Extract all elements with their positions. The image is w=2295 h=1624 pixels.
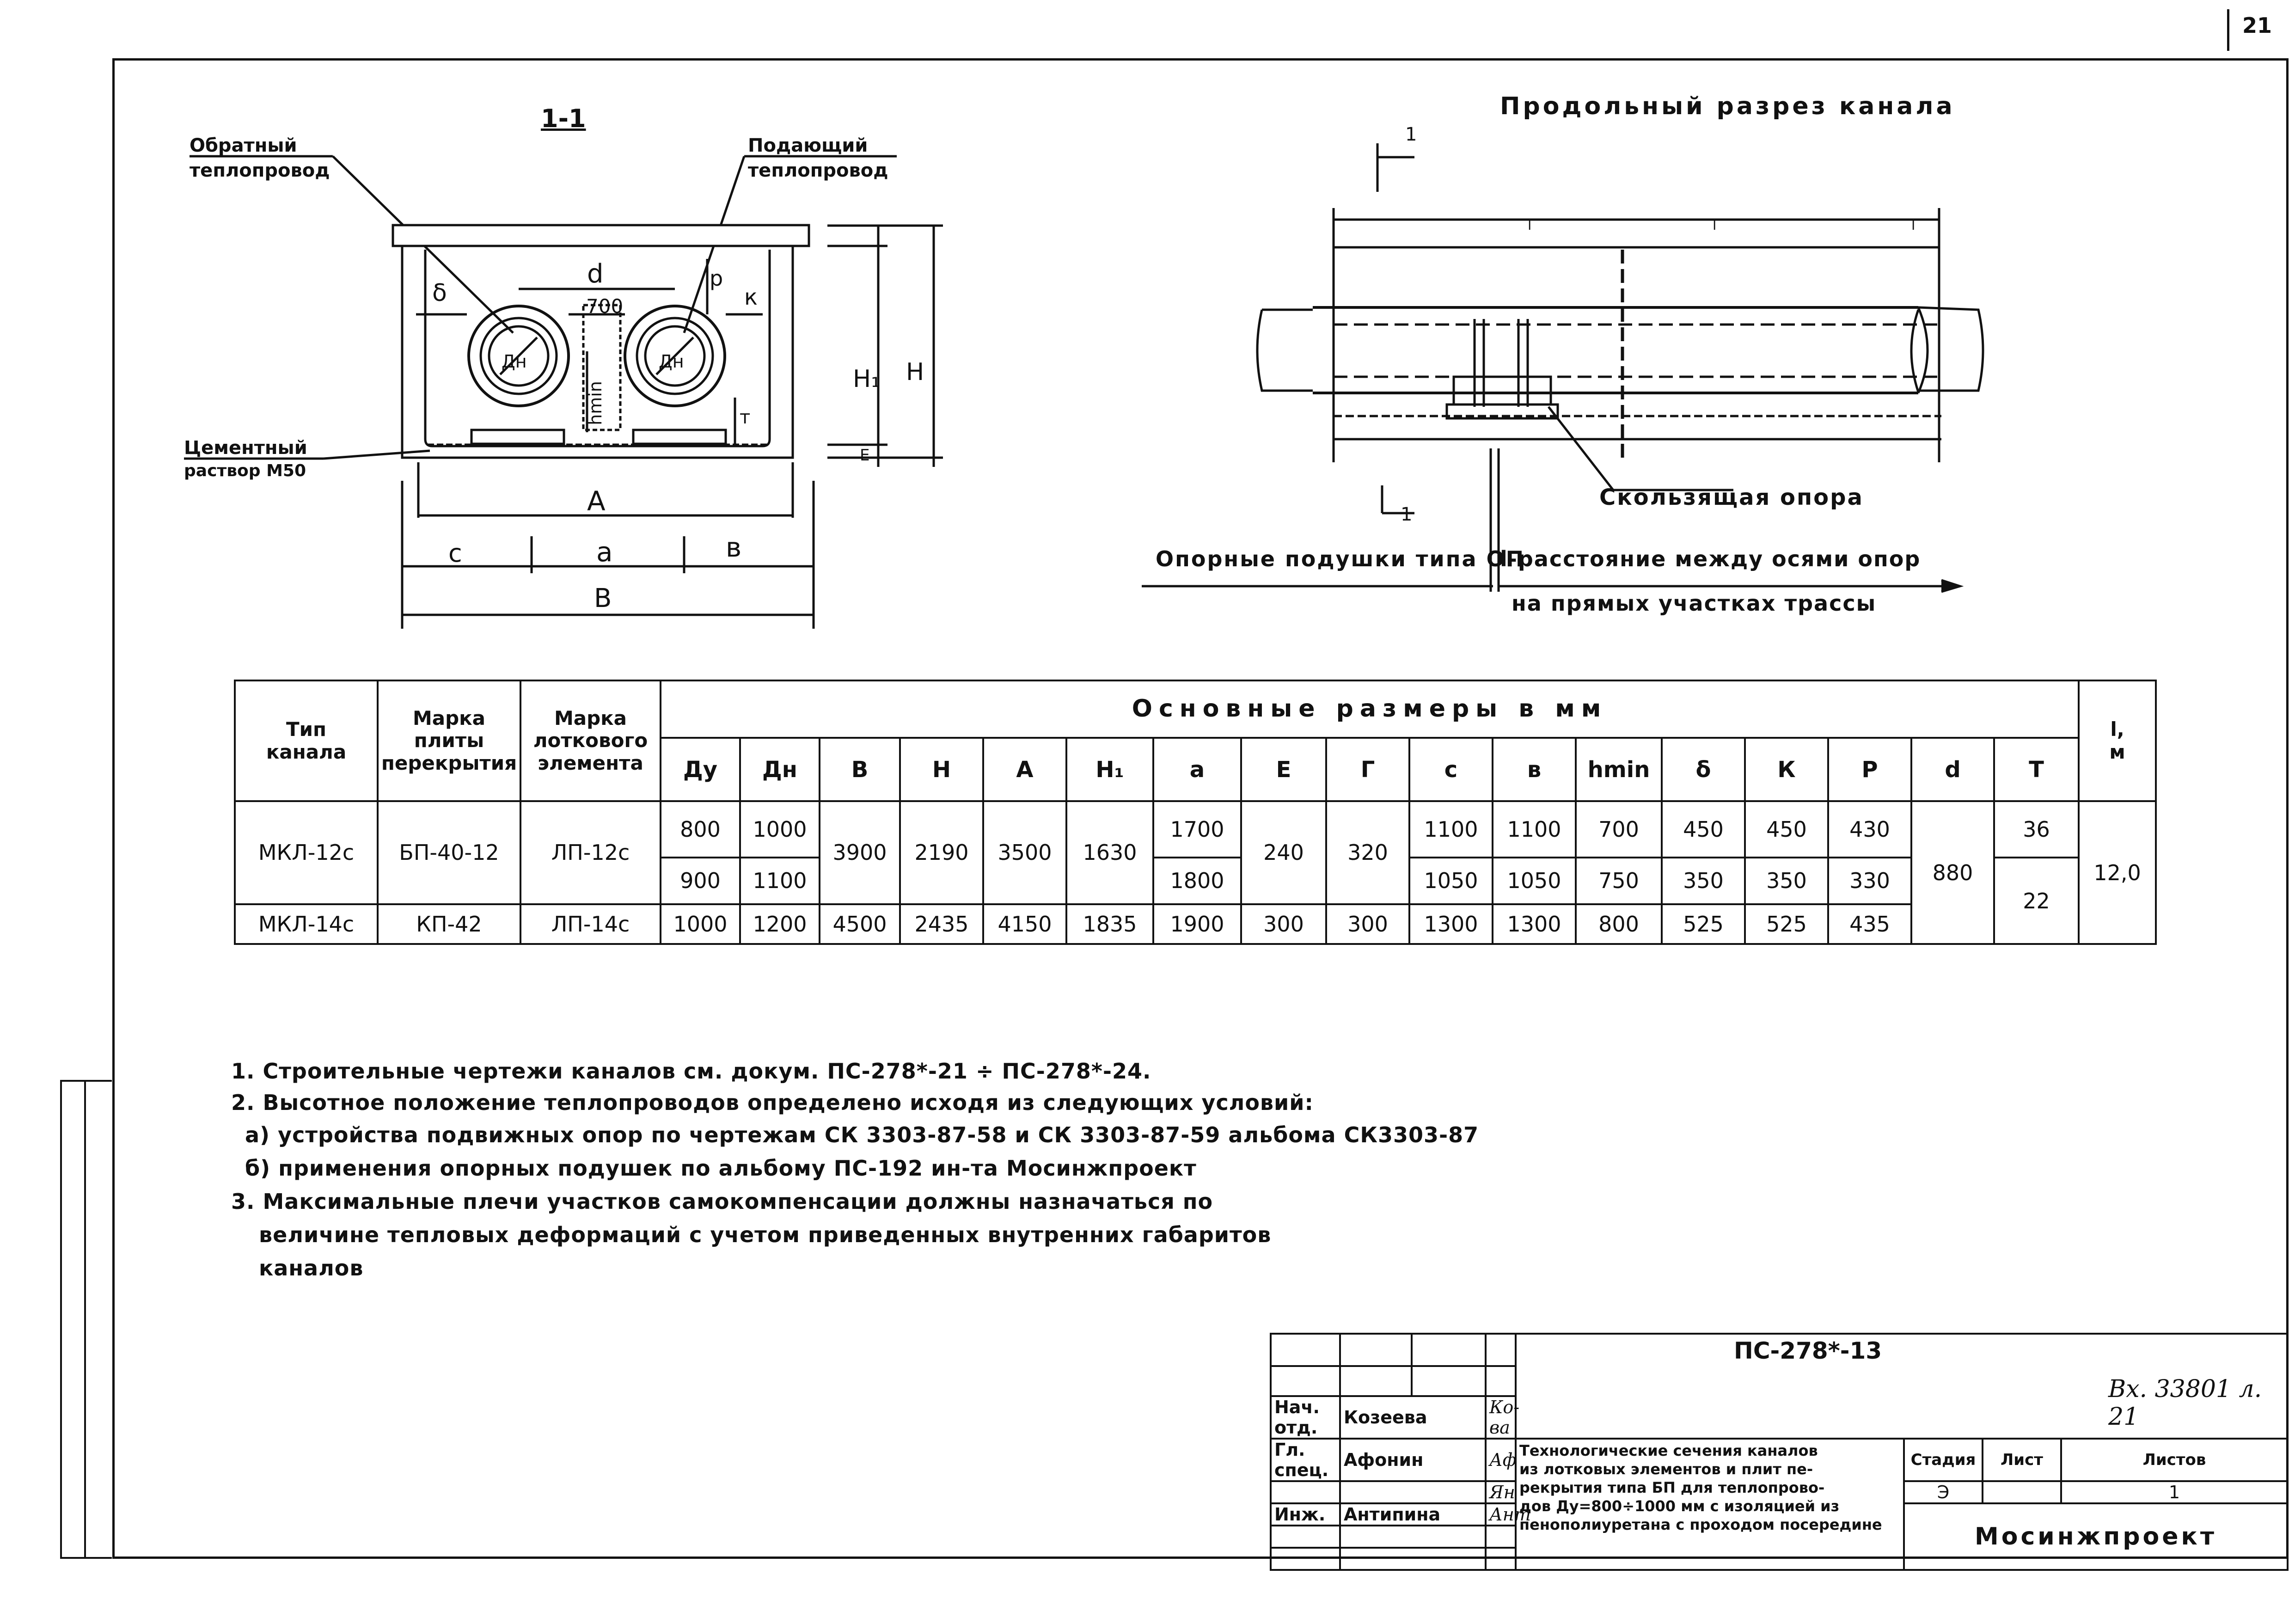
cell-dn: 1200	[740, 904, 820, 944]
label-return-1: Обратный	[190, 135, 297, 156]
note-3: 3. Максимальные плечи участков самокомпенсации должны назначаться по	[231, 1189, 1213, 1214]
label-slide-support: Скользящая опора	[1599, 484, 1864, 510]
cell-type: МКЛ-14с	[235, 904, 378, 944]
stamp-cell	[1271, 1366, 1340, 1396]
cell-plate: БП-40-12	[378, 801, 520, 904]
long-section-title: Продольный разрез канала	[1500, 92, 1955, 120]
stamp-name: Афонин	[1340, 1439, 1486, 1481]
cell-a: 1800	[1153, 858, 1241, 904]
dim-a: а	[596, 536, 613, 568]
note-3-cont: величине тепловых деформаций с учетом приведенных внутренних габаритов	[259, 1222, 1272, 1247]
cell-p: 330	[1828, 858, 1911, 904]
subheader-h: Н	[900, 738, 983, 801]
cross-section-drawing	[0, 0, 971, 647]
stamp-org: Мосинжпроект	[1904, 1503, 2288, 1570]
stamp-role	[1271, 1481, 1340, 1503]
header-l: l, м	[2079, 680, 2156, 801]
stamp-description: Технологические сечения каналов из лотковых элементов и плит пе- рекрытия типа БП для теплопрово- дов Ду=800÷1000 мм с изоляцией из пенополиуретана с проходом посередине	[1516, 1439, 1904, 1570]
stamp-sheet	[1983, 1481, 2061, 1503]
subheader-e: Е	[1241, 738, 1326, 801]
stamp-cell	[1271, 1334, 1340, 1366]
cut-mark-bottom: 1	[1401, 504, 1413, 525]
stamp-stage-label: Стадия	[1904, 1439, 1983, 1481]
cell-k: 525	[1745, 904, 1828, 944]
subheader-a-upper: А	[983, 738, 1066, 801]
cell-e: 300	[1241, 904, 1326, 944]
cell-delta: 350	[1662, 858, 1745, 904]
cell-l: 12,0	[2079, 801, 2156, 944]
cell-p: 435	[1828, 904, 1911, 944]
cell-h: 2190	[900, 801, 983, 904]
stamp-role: Нач. отд.	[1271, 1396, 1340, 1439]
label-return-2: теплопровод	[190, 160, 330, 181]
stamp-cell	[1486, 1366, 1516, 1396]
page-number-box	[2227, 9, 2280, 51]
subheader-h1: Н₁	[1066, 738, 1153, 801]
stamp-sheets-label: Листов	[2061, 1439, 2288, 1481]
dim-l-1: l	[1528, 217, 1532, 233]
cell-b-upper: 3900	[820, 801, 900, 904]
stamp-cell	[1340, 1548, 1486, 1570]
stamp-cell	[1412, 1366, 1486, 1396]
label-support-pads: Опорные подушки типа ОП	[1156, 546, 1525, 571]
dim-l-3: l	[1911, 217, 1916, 233]
subheader-du: Ду	[661, 738, 740, 801]
subheader-dn: Дн	[740, 738, 820, 801]
stamp-sign: Ко-ва	[1486, 1396, 1516, 1439]
left-margin-strip	[60, 1080, 112, 1559]
label-distance-2: на прямых участках трассы	[1512, 591, 1877, 616]
stamp-sheets: 1	[2061, 1481, 2288, 1503]
cell-b: 1300	[1493, 904, 1576, 944]
stamp-cell	[1412, 1334, 1486, 1366]
dim-k: к	[744, 284, 758, 310]
subheader-b-upper: В	[820, 738, 900, 801]
dim-A: А	[587, 485, 606, 517]
cell-hmin: 750	[1576, 858, 1662, 904]
stamp-cell	[1486, 1548, 1516, 1570]
header-plate: Марка плиты перекрытия	[378, 680, 520, 801]
dim-B: В	[594, 583, 612, 613]
cell-h1: 1835	[1066, 904, 1153, 944]
cell-e: 240	[1241, 801, 1326, 904]
cell-b: 1100	[1493, 801, 1576, 858]
label-supply-1: Подающий	[748, 135, 868, 156]
table-header-row	[235, 680, 2156, 738]
subheader-t: Т	[1994, 738, 2079, 801]
stamp-cell	[1271, 1526, 1340, 1548]
dim-e: Е	[860, 446, 870, 465]
stamp-cell	[1486, 1334, 1516, 1366]
cell-tray: ЛП-12с	[520, 801, 661, 904]
subheader-c: с	[1409, 738, 1493, 801]
stamp-name	[1340, 1481, 1486, 1503]
dim-dn-right: Дн	[659, 351, 684, 372]
dimensions-table	[234, 680, 2157, 945]
label-supply-2: теплопровод	[748, 160, 888, 181]
stamp-cell	[1486, 1526, 1516, 1548]
cell-g: 300	[1326, 904, 1409, 944]
note-2a: а) устройства подвижных опор по чертежам СК 3303-87-58 и СК 3303-87-59 альбома СК3303-87	[245, 1122, 1479, 1147]
cell-p: 430	[1828, 801, 1911, 858]
cell-k: 350	[1745, 858, 1828, 904]
stamp-sign: Ян	[1486, 1481, 1516, 1503]
dim-hmin: hmin	[585, 381, 606, 425]
dim-h: Н	[906, 358, 924, 386]
cell-g: 320	[1326, 801, 1409, 904]
cell-dn: 1000	[740, 801, 820, 858]
cut-mark-top: 1	[1405, 124, 1417, 145]
dim-p: р	[710, 266, 723, 291]
cell-b-upper: 4500	[820, 904, 900, 944]
cell-d: 880	[1911, 801, 1994, 944]
label-distance-1: l-расстояние между осями опор	[1500, 546, 1921, 571]
cell-du: 800	[661, 801, 740, 858]
cell-du: 1000	[661, 904, 740, 944]
stamp-cell	[1340, 1334, 1412, 1366]
cell-plate: КП-42	[378, 904, 520, 944]
dim-700: 700	[586, 295, 624, 318]
cell-c: 1050	[1409, 858, 1493, 904]
label-cement-1: Цементный	[184, 437, 307, 459]
label-cement-2: раствор М50	[184, 461, 306, 480]
note-2b: б) применения опорных подушек по альбому ПС-192 ин-та Мосинжпроект	[245, 1156, 1197, 1181]
cell-h1: 1630	[1066, 801, 1153, 904]
table-row	[235, 801, 2156, 858]
stamp-name: Антипина	[1340, 1503, 1486, 1526]
cell-h: 2435	[900, 904, 983, 944]
dim-t: т	[740, 407, 751, 428]
dim-d: d	[587, 259, 604, 289]
cell-type: МКЛ-12с	[235, 801, 378, 904]
stamp-cell	[1340, 1526, 1486, 1548]
dim-c: с	[448, 539, 462, 568]
header-tray: Марка лоткового элемента	[520, 680, 661, 801]
cell-delta: 450	[1662, 801, 1745, 858]
dim-l-2: l	[1713, 217, 1717, 233]
cell-a: 1900	[1153, 904, 1241, 944]
stamp-sheet-label: Лист	[1983, 1439, 2061, 1481]
subheader-p: Р	[1828, 738, 1911, 801]
cell-a-upper: 4150	[983, 904, 1066, 944]
stamp-code-cell	[1516, 1334, 2288, 1439]
stamp-cell	[1340, 1366, 1412, 1396]
section-title: 1-1	[541, 104, 586, 133]
page-number: 21	[2242, 13, 2272, 38]
table-row	[235, 904, 2156, 944]
stamp-sign: Аф	[1486, 1439, 1516, 1481]
cell-t: 36	[1994, 801, 2079, 858]
dim-delta: δ	[432, 279, 447, 307]
stamp-sign: Ант	[1486, 1503, 1516, 1526]
stamp-role: Гл. спец.	[1271, 1439, 1340, 1481]
cell-b: 1050	[1493, 858, 1576, 904]
cell-c: 1300	[1409, 904, 1493, 944]
cell-delta: 525	[1662, 904, 1745, 944]
stamp-code: ПС-278*-13	[1734, 1337, 1882, 1364]
cell-c: 1100	[1409, 801, 1493, 858]
subheader-b: в	[1493, 738, 1576, 801]
subheader-g: Г	[1326, 738, 1409, 801]
stamp-stage: Э	[1904, 1481, 1983, 1503]
cell-t: 22	[1994, 858, 2079, 944]
subheader-a: а	[1153, 738, 1241, 801]
cell-hmin: 700	[1576, 801, 1662, 858]
note-3-end: каналов	[259, 1256, 364, 1281]
title-block	[1270, 1333, 2289, 1571]
cell-k: 450	[1745, 801, 1828, 858]
cell-hmin: 800	[1576, 904, 1662, 944]
stamp-name: Козеева	[1340, 1396, 1486, 1439]
subheader-k: К	[1745, 738, 1828, 801]
cell-a: 1700	[1153, 801, 1241, 858]
subheader-delta: δ	[1662, 738, 1745, 801]
note-2: 2. Высотное положение теплопроводов определено исходя из следующих условий:	[231, 1090, 1314, 1115]
cell-du: 900	[661, 858, 740, 904]
subheader-d: d	[1911, 738, 1994, 801]
stamp-inv: Вх. 33801 л. 21	[2108, 1375, 2262, 1431]
dim-h1: Н₁	[853, 365, 881, 393]
cell-tray: ЛП-14с	[520, 904, 661, 944]
stamp-role: Инж.	[1271, 1503, 1340, 1526]
dim-b: в	[726, 532, 742, 563]
header-main: Основные размеры в мм	[661, 680, 2079, 738]
cell-a-upper: 3500	[983, 801, 1066, 904]
dim-dn-left: Дн	[502, 351, 527, 372]
cell-dn: 1100	[740, 858, 820, 904]
header-type: Тип канала	[235, 680, 378, 801]
stamp-cell	[1271, 1548, 1340, 1570]
subheader-hmin: hmin	[1576, 738, 1662, 801]
note-1: 1. Строительные чертежи каналов см. докум. ПС-278*-21 ÷ ПС-278*-24.	[231, 1059, 1151, 1084]
